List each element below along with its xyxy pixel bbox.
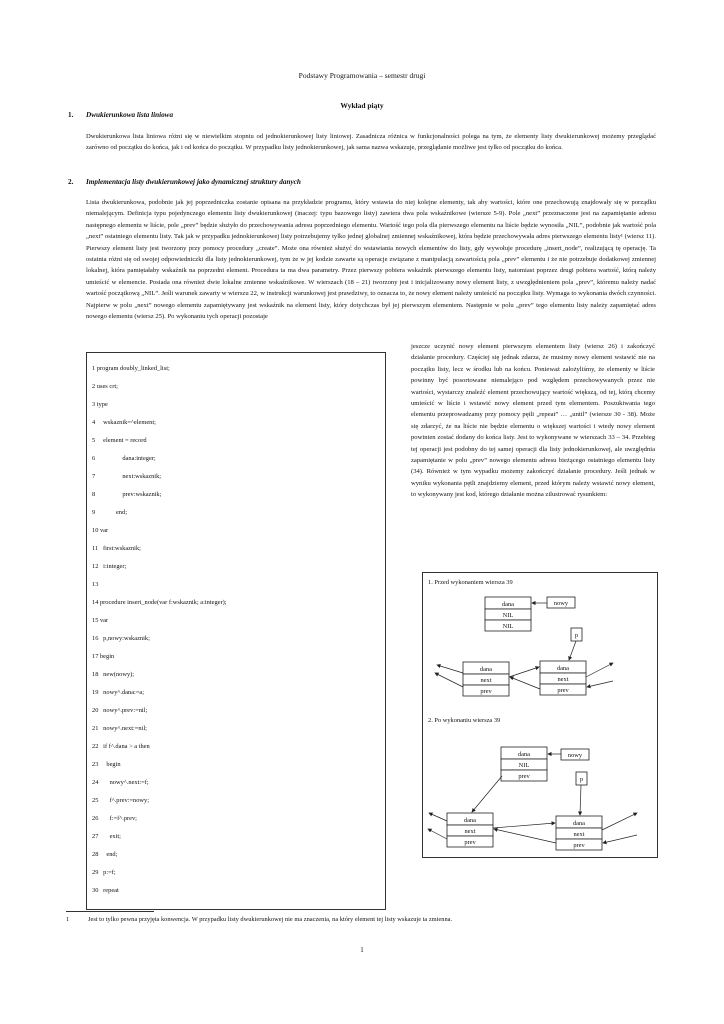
after-left-node-prev-label: prev [464, 839, 476, 846]
section-2-paragraph: Lista dwukierunkowa, podobnie jak jej poprzedniczka zostanie opisana na przykładzie programu, który wstawia do niej kolejne elementy, tak aby wartości, które one przechowują znajdowały się w porządku niemalejącym. Definicja typu pojedynczego elementu listy dwukierunkowej (inaczej: typu bazowego listy) zawiera dwa pola wskaźnikowe (wiersze 5-9). Pole „next” przeznaczone jest na zapamiętanie adresu następnego elementu w liście, pole „prev” będzie służyło do przechowywania adresu poprzedniego elementu. Wartość tego pola dla pierwszego elementu na liście będzie wynosiła „NIL”, podobnie jak wartość pola „next” ostatniego elementu listy. Tak jak w przypadku jednokierunkowej listy potrzebujemy tylko jednej globalnej zmiennej wskaźnikowej, która będzie przechowywała adres pierwszego elementu listy¹ (wiersz 11). Pierwszy element listy jest tworzony przy pomocy procedury „create”. Może ona również służyć do wstawiania nowych elementów do listy, gdy wywołuje procedurę „insert_node”, realizującą tę operację. Ta ostatnia różni się od swojej odpowiedniczki dla listy jednokierunkowej, tym że w jej kodzie zawarte są operacje związane z manipulacją zawartością pola „prev” elementu i że nie potrzebuje dodatkowej zmiennej lokalnej, która pamiętałaby wskaźnik na poprzedni element. Procedura ta ma dwa parametry. Przez pierwszy pobiera wskaźnik pierwszego elementu listy, natomiast poprzez drugi pobiera wartość, którą należy umieścić w elemencie. Posiada ona również dwie lokalne zmienne wskaźnikowe. W wierszach (18 – 21) tworzony jest i inicjalizowany nowy element listy, z uwzględnieniem pola „prev”, któremu należy nadać wartość początkową „NIL”. Jeśli warunek zawarty w wierszu 22, w instrukcji warunkowej jest prawdziwy, to oznacza to, że nowy element należy umieścić na początku listy. Wymaga to wykonania dwóch czynności. Najpierw w polu „next” nowego elementu zapamiętywany jest wskaźnik na element listy, który dotychczas był jej pierwszym elementem. Następnie w polu „prev” tego elementu listy należy zapamiętać adres nowego elementu (wiersz 25). Po wykonaniu tych operacji pozostaje [86, 199, 656, 321]
code-line: 14 procedure insert_node(var f:wskaznik; a:integer); [92, 599, 227, 606]
right-node-prev-label: prev [557, 687, 569, 694]
code-line: 20 nowy^.prev:=nil; [92, 707, 148, 714]
code-line: 7 next:wskaznik; [92, 473, 162, 480]
section-2-number: 2. [68, 178, 74, 186]
right-node-dana-label: dana [556, 665, 570, 672]
code-listing [86, 352, 386, 910]
p-arrow [569, 641, 576, 660]
right-node-next-label: next [557, 676, 569, 683]
page-number: 1 [360, 946, 364, 954]
right-prev-arrow [510, 677, 540, 689]
code-line: 24 nowy^.next:=f; [92, 779, 149, 786]
code-line: 4 wskaznik=^element; [92, 419, 156, 426]
code-line: 3 type [92, 401, 108, 408]
page-header: Podstawy Programowania – semestr drugi [298, 71, 426, 80]
after-left-incoming-arrow [429, 813, 447, 821]
left-incoming-arrow [437, 665, 463, 673]
code-line: 23 begin [92, 761, 121, 768]
section-1-number: 1. [68, 111, 74, 119]
after-left-node-dana-label: dana [463, 817, 477, 824]
left-next-arrow [509, 667, 539, 677]
left-node-dana-label: dana [479, 666, 493, 673]
after-left-next-arrow [493, 823, 555, 828]
after-new-node-prev-label: prev [518, 773, 530, 780]
code-line: 21 nowy^.next:=nil; [92, 725, 147, 732]
linked-list-diagram [423, 573, 659, 859]
after-nowy-label: nowy [567, 752, 583, 759]
code-line: 9 end; [92, 509, 127, 516]
after-right-incoming-arrow [603, 835, 637, 843]
code-line: 2 uses crt; [92, 383, 118, 390]
section-2-title: Implementacja listy dwukierunkowej jako dynamicznej struktury danych [86, 178, 301, 186]
footnote-separator [66, 911, 154, 912]
section-2-paragraph-continued: jeszcze uczynić nowy element pierwszym elementem listy (wiersz 26) i zakończyć działanie procedury. Częściej się jednak zdarza, że musimy nowy element wstawić nie na początku listy, lecz w środku lub na końcu. Ponieważ założyliśmy, że elementy w liście powinny być posortowane niemalejąco pod względem przechowywanych przez nie wartości, wystarczy znaleźć element przechowujący wartość większą, od tej, którą chcemy umieścić w liście i wstawić nowy element przed tym elementem. Poszukiwania tego elementu przeprowadzamy przy pomocy pętli „repeat” … „until” (wiersze 30 - 38). Może się zdarzyć, że na liście nie będzie elementu o większej wartości i wtedy nowy element powinien zostać dodany do końca listy. Jest to wykonywane w wierszach 33 – 34. Przebieg tej operacji jest podobny do tej samej operacji dla listy jednokierunkowej, ale uwzględnia zapamiętanie w polu „prev” nowego elementu adresu bieżącego ostatniego elementu listy (34). Również w tym wypadku możemy zakończyć działanie procedury. Jeśli jednak w wyniku wykonania pętli znajdziemy element, przed którym należy wstawić nowy element, to wykonywany jest kod, którego działanie można zilustrować rysunkiem: [411, 343, 655, 499]
new-node-next-nil: NIL [502, 612, 514, 619]
section-1-paragraph: Dwukierunkowa lista liniowa różni się w niewielkim stopniu od jednokierunkowej listy liniowej. Zasadnicza różnica w funkcjonalności polega na tym, że elementy listy dwukierunkowej możemy przeglądać zarówno od początku do końca, jak i od końca do początku. W przypadku listy jednokierunkowej, jak sama nazwa wskazuje, przeglądanie możliwe jest tylko od początku do końca. [86, 133, 656, 152]
section-1-title: Dwukierunkowa lista liniowa [86, 111, 174, 119]
code-line: 27 exit; [92, 833, 121, 840]
after-right-node-next-label: next [573, 831, 585, 838]
lecture-title: Wykład piąty [340, 101, 384, 110]
right-incoming-arrow [587, 681, 613, 687]
after-p-arrow [580, 785, 581, 815]
code-line: 25 f^.prev:=nowy; [92, 797, 150, 804]
footnote [66, 916, 666, 926]
figure-caption-after: 2. Po wykonaniu wiersza 39 [428, 717, 501, 724]
section-2-heading [68, 178, 668, 188]
right-next-out-arrow [586, 663, 613, 677]
after-new-node-next-nil: NIL [518, 762, 530, 769]
p-label: p [574, 632, 579, 639]
code-line: 29 p:=f; [92, 869, 116, 876]
after-new-node-dana-label: dana [517, 751, 531, 758]
code-line: 18 new(nowy); [92, 671, 135, 678]
left-prev-out-arrow [435, 673, 463, 687]
after-left-prev-out-arrow [428, 829, 447, 839]
footnote-text: Jest to tylko pewna przyjęta konwencja. W przypadku listy dwukierunkowej nie ma znaczenia, na który element tej listy wskazuje ta zmienna. [88, 916, 453, 923]
code-line: 28 end; [92, 851, 118, 858]
left-node-prev-label: prev [480, 688, 492, 695]
new-node-prev-nil: NIL [502, 623, 514, 630]
code-line: 11 first:wskaznik; [92, 545, 141, 552]
code-line: 12 i:integer; [92, 563, 127, 570]
code-line: 1 program doubly_linked_list; [92, 365, 170, 372]
figure-caption-before: 1. Przed wykonaniem wiersza 39 [428, 579, 513, 586]
code-line: 10 var [92, 527, 109, 534]
code-line: 15 var [92, 617, 109, 624]
after-right-prev-arrow [494, 829, 556, 843]
code-line: 13 [92, 581, 99, 588]
code-line: 6 dana:integer; [92, 455, 156, 462]
after-right-node-prev-label: prev [573, 842, 585, 849]
code-line: 26 f:=f^.prev; [92, 815, 137, 822]
section-1-heading [68, 111, 668, 121]
code-line: 30 repeat [92, 887, 119, 894]
after-p-label: p [579, 776, 584, 783]
code-line: 19 nowy^.dana:=a; [92, 689, 145, 696]
after-new-prev-arrow [472, 776, 502, 812]
code-line: 22 if f^.dana > a then [92, 743, 150, 750]
after-right-node-dana-label: dana [572, 820, 586, 827]
nowy-label: nowy [553, 600, 569, 607]
code-line: 8 prev:wskaznik; [92, 491, 162, 498]
linked-list-figure [422, 572, 658, 858]
left-node-next-label: next [480, 677, 492, 684]
after-right-next-out-arrow [602, 813, 637, 830]
code-line: 16 p,nowy:wskaznik; [92, 635, 150, 642]
code-line: 17 begin [92, 653, 115, 660]
footnote-number: 1 [66, 916, 70, 923]
code-line: 5 element = record [92, 437, 147, 444]
after-left-node-next-label: next [464, 828, 476, 835]
new-node-dana-label: dana [501, 601, 515, 608]
